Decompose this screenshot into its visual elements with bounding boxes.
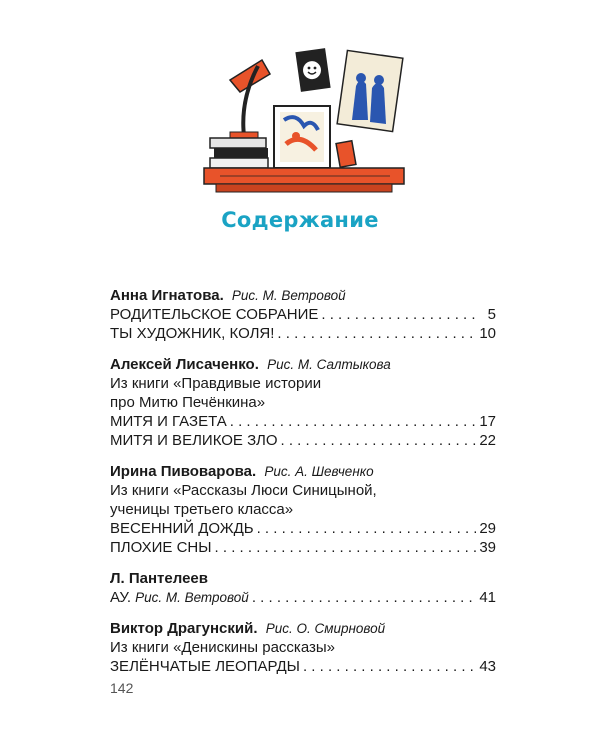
book-note: Из книги «Рассказы Люси Синицыной,: [110, 482, 377, 499]
toc-entry[interactable]: [110, 519, 496, 538]
toc-section: [110, 462, 496, 557]
toc-section: [110, 569, 496, 607]
picture-frame-icon: [274, 106, 330, 168]
entry-page: 41: [479, 589, 496, 606]
toc-entry[interactable]: [110, 431, 496, 450]
desk-icon: [204, 168, 404, 192]
author-name: Алексей Лисаченко.: [110, 356, 259, 373]
entry-page: 10: [479, 325, 496, 342]
entry-title: РОДИТЕЛЬСКОЕ СОБРАНИЕ: [110, 306, 319, 323]
small-box-icon: [336, 141, 356, 167]
entry-page: 39: [479, 539, 496, 556]
book-note: Из книги «Правдивые истории: [110, 375, 322, 392]
toc-entry[interactable]: [110, 538, 496, 557]
leader-dots: [252, 588, 477, 607]
toc-entry[interactable]: [110, 657, 496, 676]
smiley-poster-icon: [295, 48, 330, 92]
author-line: [110, 619, 496, 638]
entry-title: [110, 588, 249, 607]
leader-dots: [281, 431, 477, 450]
author-line: [110, 569, 496, 588]
entry-title-text: АУ.: [110, 589, 132, 606]
illustrator-credit: Рис. М. Ветровой: [231, 288, 346, 303]
page-title: Содержание: [221, 208, 379, 232]
author-line: [110, 355, 496, 374]
toc-section: [110, 619, 496, 676]
author-name: Виктор Драгунский.: [110, 620, 258, 637]
entry-page: 17: [479, 413, 496, 430]
author-name: Ирина Пивоварова.: [110, 463, 257, 480]
illustrator-credit: Рис. О. Смирновой: [265, 621, 386, 636]
toc-entry[interactable]: [110, 588, 496, 607]
leader-dots: [321, 305, 477, 324]
toc-section: [110, 355, 496, 450]
entry-title: ЗЕЛЁНЧАТЫЕ ЛЕОПАРДЫ: [110, 658, 300, 675]
entry-title: МИТЯ И ГАЗЕТА: [110, 413, 227, 430]
author-line: [110, 462, 496, 481]
entry-page: 43: [479, 658, 496, 675]
author-name: Анна Игнатова.: [110, 287, 224, 304]
entry-page: 22: [479, 432, 496, 449]
leader-dots: [303, 657, 476, 676]
illustrator-credit: Рис. М. Ветровой: [135, 590, 249, 605]
entry-title: ВЕСЕННИЙ ДОЖДЬ: [110, 520, 254, 537]
toc-entry[interactable]: [110, 412, 496, 431]
leader-dots: [215, 538, 477, 557]
leader-dots: [277, 324, 476, 343]
figures-poster-icon: [337, 50, 403, 131]
author-name: Л. Пантелеев: [110, 570, 208, 587]
desk-illustration: [200, 40, 410, 200]
entry-title: ПЛОХИЕ СНЫ: [110, 539, 212, 556]
toc-entry[interactable]: [110, 305, 496, 324]
book-note: Из книги «Денискины рассказы»: [110, 639, 335, 656]
table-of-contents: [110, 286, 496, 688]
entry-page: 5: [487, 306, 496, 323]
books-icon: [210, 138, 268, 168]
leader-dots: [257, 519, 477, 538]
page-number: 142: [110, 680, 134, 696]
illustrator-credit: Рис. А. Шевченко: [264, 464, 374, 479]
entry-page: 29: [479, 520, 496, 537]
toc-entry[interactable]: [110, 324, 496, 343]
desk-lamp-icon: [230, 60, 270, 138]
author-line: [110, 286, 496, 305]
book-note: про Митю Печёнкина»: [110, 394, 266, 411]
leader-dots: [230, 412, 477, 431]
toc-section: [110, 286, 496, 343]
entry-title: ТЫ ХУДОЖНИК, КОЛЯ!: [110, 325, 275, 342]
illustrator-credit: Рис. М. Салтыкова: [267, 357, 391, 372]
entry-title: МИТЯ И ВЕЛИКОЕ ЗЛО: [110, 432, 278, 449]
book-note: ученицы третьего класса»: [110, 501, 294, 518]
